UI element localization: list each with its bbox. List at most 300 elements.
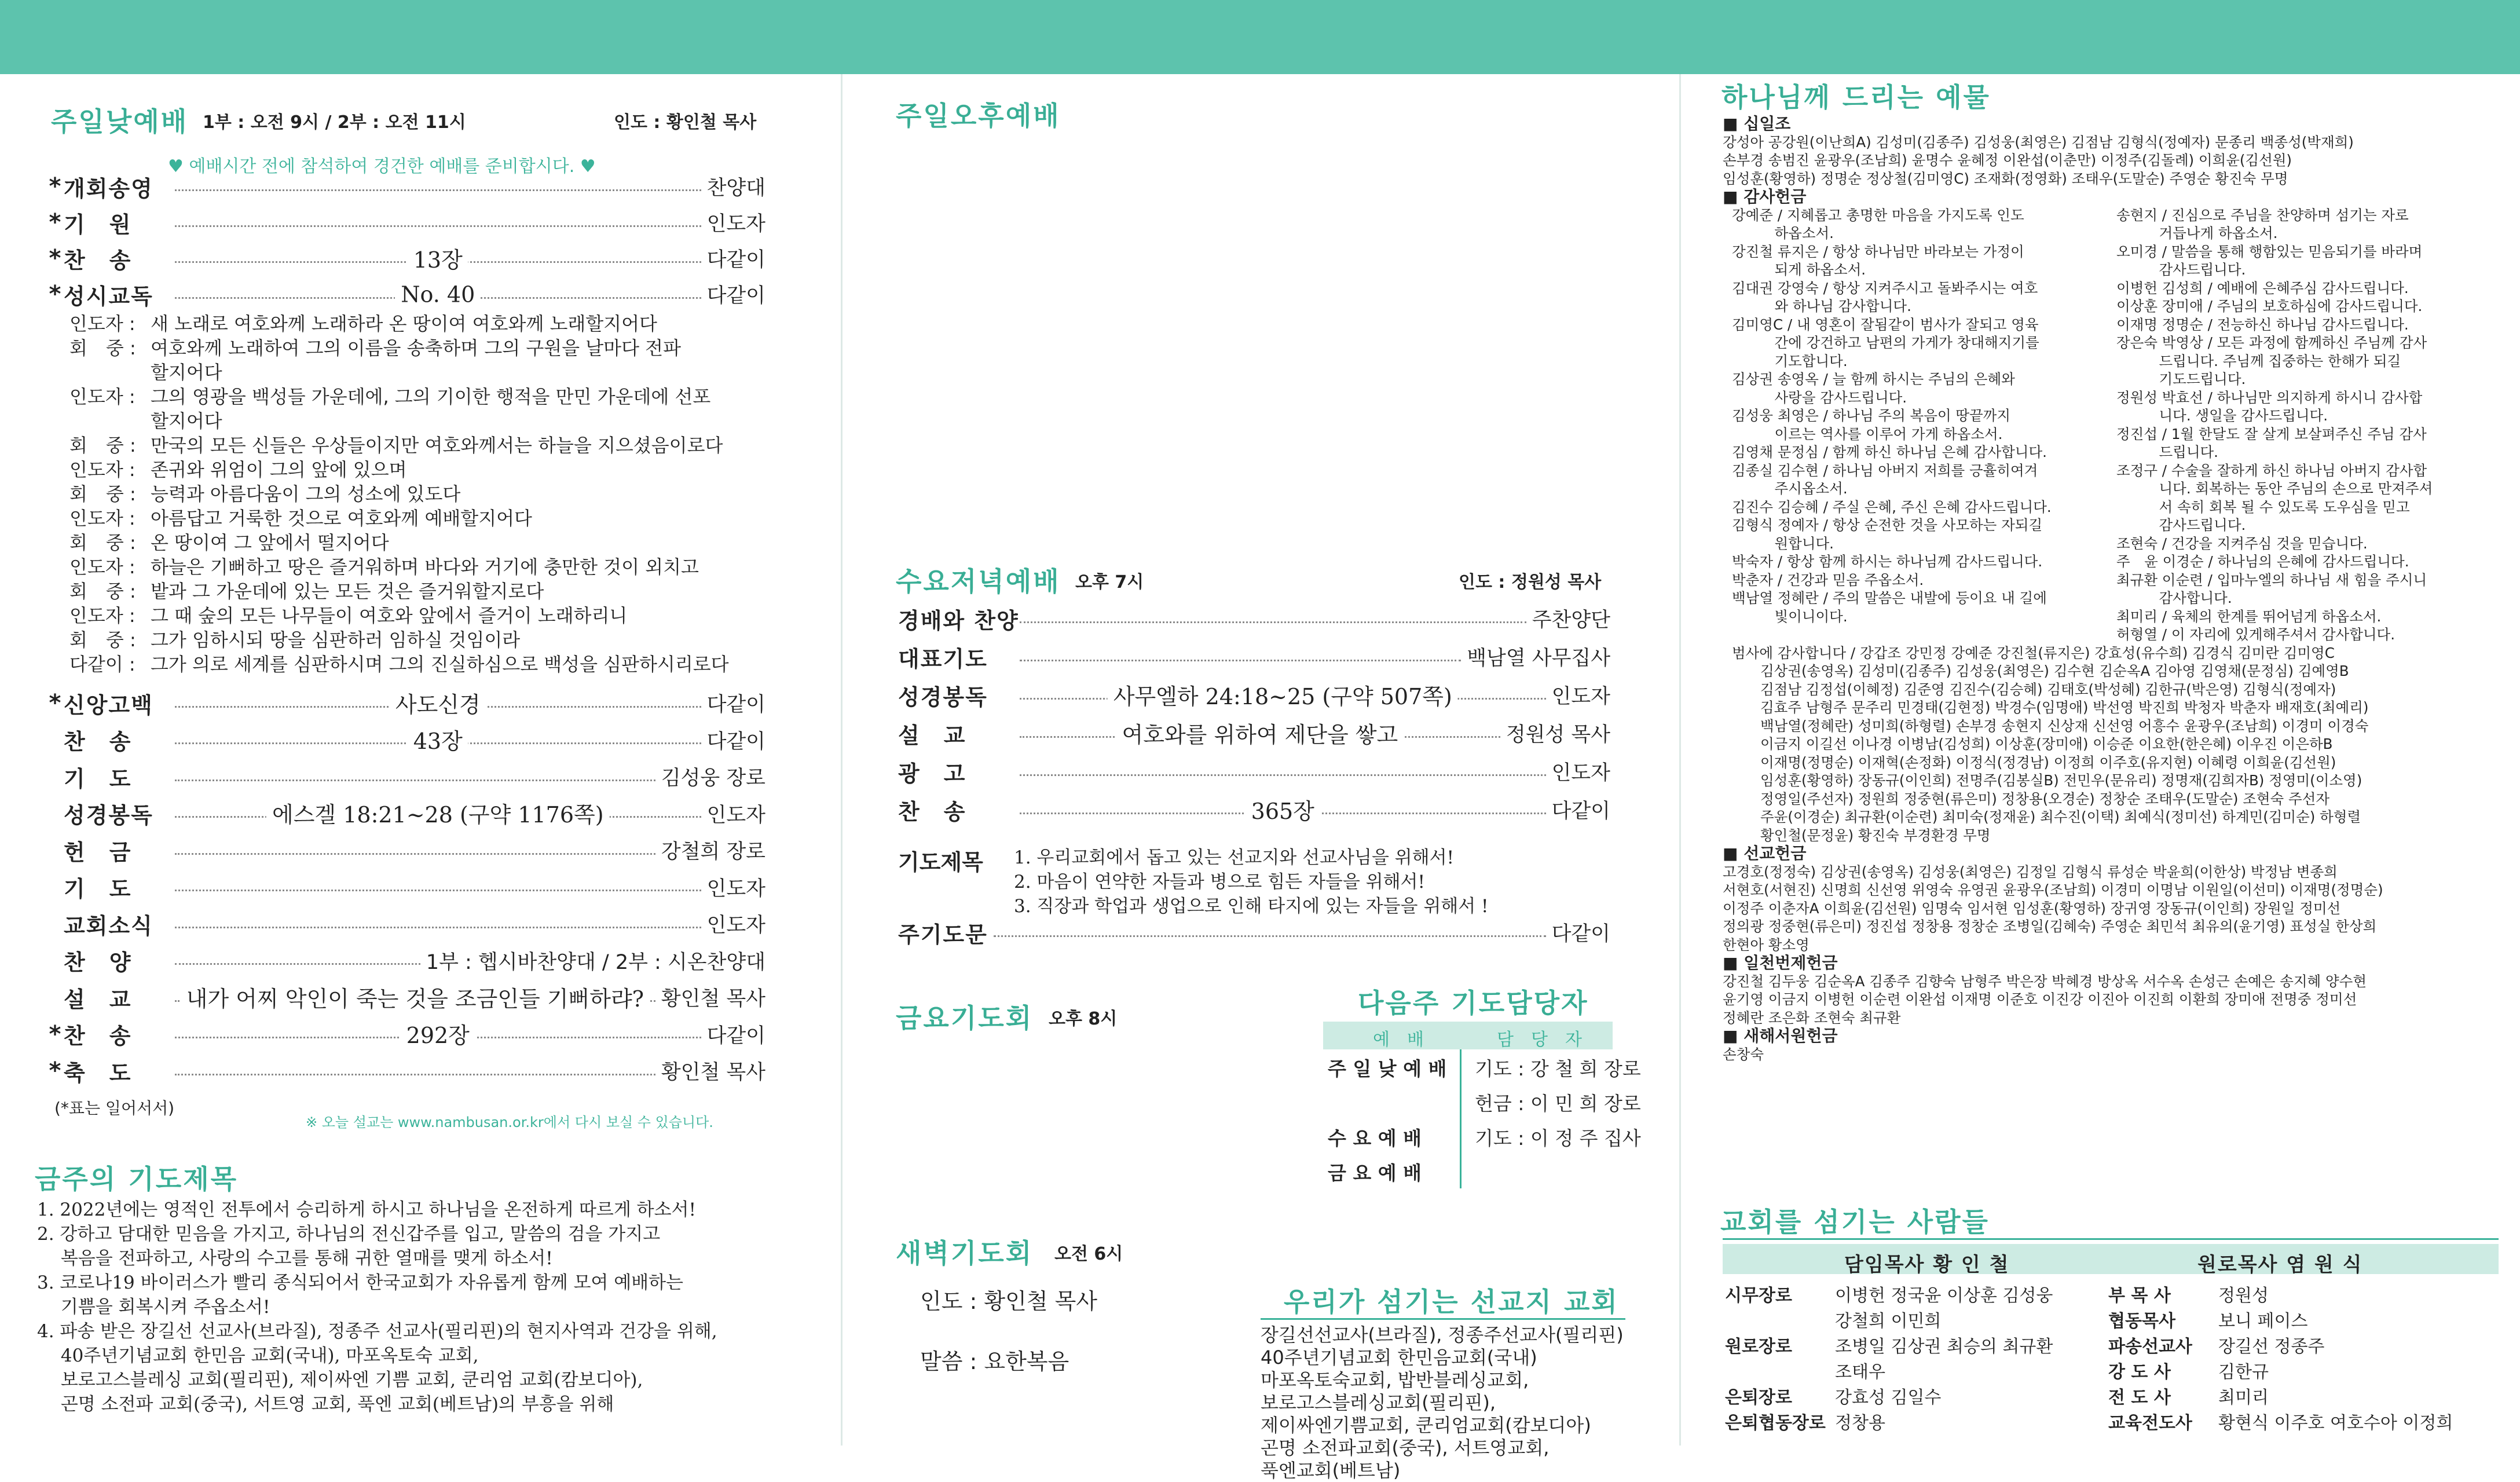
order-person: 인도자 <box>706 803 765 827</box>
order-leader <box>175 853 655 855</box>
responsive-speaker: 회 중 : <box>69 337 136 359</box>
staff-names: 최미리 <box>2218 1388 2269 1408</box>
order-row <box>47 945 765 977</box>
mission-offering-title: ■ 선교헌금 <box>1723 844 1807 863</box>
staff-names: 김한규 <box>2218 1362 2269 1382</box>
next-week-service: 금 요 예 배 <box>1328 1162 1422 1184</box>
thanks-line: 사랑을 감사드립니다. <box>1732 389 1907 406</box>
order-person: 찬양대 <box>706 177 765 200</box>
thanks-line: 김진수 김승혜 / 주실 은혜, 주신 은혜 감사드립니다. <box>1732 498 2052 515</box>
order-label-text: 신앙고백 <box>64 692 153 718</box>
order-row <box>47 170 765 203</box>
order-content: 43장 <box>408 723 468 755</box>
website-note: ※ 오늘 설교는 www.nambusan.or.kr에서 다시 보실 수 있습니다. <box>306 1114 713 1130</box>
order-label <box>47 761 169 793</box>
dawn-leader: 인도 : 황인철 목사 <box>920 1289 1097 1314</box>
order-label-text: 기 도 <box>64 876 132 902</box>
thanks-line: 강진철 류지은 / 항상 하나님만 바라보는 가정이 <box>1732 243 2024 260</box>
responsive-line <box>69 312 657 336</box>
mission-offering-line: 정의광 정중현(류은미) 정진섭 정창용 정창순 조병일(김혜숙) 주영순 최민석 최유의(윤기영) 표성실 한상희 <box>1723 918 2377 935</box>
staff-role: 원로장로 <box>1725 1337 1792 1357</box>
senior-pastor: 담임목사 황 인 철 <box>1844 1253 2010 1276</box>
responsive-text: 그의 영광을 백성들 가운데에, 그의 기이한 행적을 만민 가운데에 선포 <box>151 386 711 408</box>
morning-order-top <box>47 170 765 309</box>
order-label-text: 대표기도 <box>898 646 988 672</box>
order-person: 다같이 <box>706 730 765 753</box>
thanks-line: 감사합니다. <box>2116 590 2232 606</box>
next-week-duty: 기도 : 강 철 희 장로 <box>1475 1057 1641 1080</box>
thanks-line: 김대권 강영숙 / 항상 지켜주시고 돌봐주시는 여호 <box>1732 279 2038 297</box>
gratitude-line: 주윤(이경순) 최규환(이순련) 최미숙(정재윤) 최수진(이택) 최예식(정미선) 하계민(김미순) 하형렬 <box>1732 808 2361 825</box>
mission-offering-line: 이정주 이춘자A 이희윤(김선원) 임명숙 임서현 임성훈(황영하) 장귀영 장동규(이인희) 장원일 정미선 <box>1723 899 2341 917</box>
responsive-speaker: 인도자 : <box>69 556 135 578</box>
order-person: 김성웅 장로 <box>661 767 765 790</box>
gratitude-line: 김효주 남형주 문주리 민경태(김현정) 박경수(임명애) 박선영 박진희 박청자 박춘자 배재호(최예리) <box>1732 699 2369 716</box>
tithe-line: 임성훈(황영하) 정명순 정상철(김미영C) 조재화(정영화) 조태우(도말순) 주영순 황진숙 무명 <box>1723 170 2288 187</box>
tithe-line: 손부경 송범진 윤광우(조남희) 윤명수 윤혜정 이완섭(이춘만) 이정주(김돌례) 이희윤(김선원) <box>1723 152 2292 169</box>
gratitude-line: 김상권(송영옥) 김성미(김종주) 김성웅(최영은) 김수현 김순옥A 김아영 김영채(문정심) 김예영B <box>1732 663 2349 679</box>
next-week-duty: 기도 : 이 정 주 집사 <box>1475 1127 1641 1150</box>
responsive-speaker: 회 중 : <box>69 629 136 651</box>
order-label-text: 광 고 <box>898 760 966 786</box>
order-row <box>47 760 765 793</box>
responsive-line <box>69 506 532 530</box>
staff-title: 교회를 섬기는 사람들 <box>1720 1206 1990 1238</box>
thanks-line: 이상훈 장미애 / 주님의 보호하심에 감사드립니다. <box>2116 298 2423 314</box>
order-label-text: 축 도 <box>64 1060 132 1086</box>
column-other-services <box>843 74 1679 1481</box>
mission-church-line: 보로고스블레싱교회(필리핀), <box>1261 1392 1496 1414</box>
staff-role: 은퇴장로 <box>1725 1388 1792 1408</box>
responsive-line <box>69 458 407 482</box>
order-label <box>47 171 169 203</box>
responsive-line <box>69 603 627 628</box>
ilcheon-offering-line: 정혜란 조은화 조현숙 최규환 <box>1723 1009 1901 1026</box>
order-label <box>47 687 169 719</box>
stand-mark: * <box>49 690 63 716</box>
order-row <box>47 206 765 239</box>
order-leader <box>175 802 701 828</box>
order-label-text: 성경봉독 <box>64 803 153 828</box>
order-leader <box>1020 722 1500 748</box>
thanks-line: 기도드립니다. <box>2116 371 2246 387</box>
mission-church-line: 마포옥토숙교회, 밥반블레싱교회, <box>1261 1369 1529 1391</box>
order-label <box>898 679 1014 711</box>
order-leader <box>1020 621 1526 623</box>
order-leader <box>175 890 701 891</box>
order-person: 인도자 <box>706 914 765 937</box>
thanks-line: 드립니다. 주님께 집중하는 한해가 되길 <box>2116 352 2401 369</box>
wednesday-prayer-items <box>1014 846 1488 919</box>
next-week-title: 다음주 기도담당자 <box>1358 987 1589 1019</box>
thanks-line: 간에 강건하고 남편의 가게가 창대해지기를 <box>1732 334 2039 351</box>
lords-prayer-label: 주기도문 <box>898 921 988 947</box>
order-leader <box>175 986 655 1012</box>
stand-mark: * <box>49 245 63 272</box>
order-person: 인도자 <box>1551 685 1610 708</box>
thanks-line: 정진섭 / 1월 한달도 잘 살게 보살펴주신 주님 감사 <box>2116 425 2427 442</box>
order-row <box>47 871 765 903</box>
lords-prayer-row <box>898 916 1610 949</box>
order-leader <box>175 691 701 718</box>
order-row <box>898 755 1610 788</box>
order-leader <box>1020 798 1546 824</box>
staff-role: 강 도 사 <box>2108 1362 2171 1382</box>
mission-church-line: 곤명 소전파교회(중국), 서트영교회, <box>1261 1437 1550 1459</box>
order-row <box>898 717 1610 749</box>
gratitude-line: 김점남 김정섭(이혜정) 김준영 김진수(김승혜) 김태호(박성혜) 김한규(박은영) 김형식(정예자) <box>1732 680 2336 698</box>
order-person: 정원성 목사 <box>1506 723 1610 747</box>
mission-offering-line: 서현호(서현진) 신명희 신선영 위영숙 유영권 윤광우(조남희) 이경미 이명남 이원일(이선미) 이재명(정명순) <box>1723 881 2383 898</box>
responsive-line <box>69 579 544 603</box>
order-label-text: 헌 금 <box>64 839 132 865</box>
wednesday-time: 오후 7시 <box>1075 572 1144 592</box>
responsive-line <box>69 336 681 360</box>
order-content: 에스겔 18:21~28 (구약 1176쪽) <box>266 797 610 829</box>
order-leader <box>1020 683 1546 709</box>
staff-names: 정창용 <box>1835 1413 1885 1433</box>
order-person: 다같이 <box>706 248 765 272</box>
mission-church-line: 푹엔교회(베트남) <box>1261 1459 1401 1481</box>
responsive-speaker: 인도자 : <box>69 386 135 408</box>
responsive-line <box>69 433 723 458</box>
stand-mark: * <box>49 1057 63 1084</box>
thanks-line: 김영채 문정심 / 함께 하신 하나님 은혜 감사합니다. <box>1732 444 2047 460</box>
thanks-line: 이재명 정명순 / 전능하신 하나님 감사드립니다. <box>2116 316 2409 333</box>
order-label <box>47 945 169 976</box>
order-row <box>47 242 765 275</box>
order-person: 황인철 목사 <box>661 1061 765 1084</box>
friday-time: 오후 8시 <box>1049 1009 1118 1029</box>
responsive-text: 만국의 모든 신들은 우상들이지만 여호와께서는 하늘을 지으셨음이로다 <box>151 434 723 456</box>
order-label-text: 성경봉독 <box>898 684 988 710</box>
order-content: 내가 어찌 악인이 죽는 것을 조금인들 기뻐하랴? <box>181 981 650 1013</box>
mission-offering-line: 한현아 황소영 <box>1723 936 1810 953</box>
staff-role: 협동목사 <box>2108 1311 2175 1331</box>
order-person: 다같이 <box>706 693 765 716</box>
thanks-line: 니다. 생일을 감사드립니다. <box>2116 407 2328 424</box>
prayer-topics-title: 금주의 기도제목 <box>35 1163 239 1195</box>
responsive-text: 그가 임하시되 땅을 심판하러 임하실 것임이라 <box>151 629 521 651</box>
order-person: 황인철 목사 <box>661 987 765 1011</box>
missions-title: 우리가 섬기는 선교지 교회 <box>1284 1286 1619 1318</box>
lords-prayer-leader <box>994 935 1546 937</box>
thanks-line: 기도합니다. <box>1732 352 1848 369</box>
responsive-text: 능력과 아름다움이 그의 성소에 있도다 <box>151 483 461 505</box>
order-label-text: 설 교 <box>64 986 132 1012</box>
gratitude-line: 이금지 이길선 이나경 이병남(김성희) 이상훈(장미애) 이승준 이요한(한은혜) 이우진 이은하B <box>1732 735 2333 752</box>
thanks-line: 와 하나님 감사합니다. <box>1732 298 1911 314</box>
responsive-text: 존귀와 위엄이 그의 앞에 있으며 <box>151 459 407 481</box>
staff-rule <box>1723 1238 2499 1240</box>
thanks-line: 김미영C / 내 영혼이 잘됨같이 범사가 잘되고 영육 <box>1732 316 2039 333</box>
order-leader <box>1020 774 1546 776</box>
next-week-duty: 헌금 : 이 민 희 장로 <box>1475 1092 1641 1115</box>
staff-role: 은퇴협동장로 <box>1725 1413 1826 1433</box>
order-content: 365장 <box>1246 793 1320 825</box>
stand-mark: * <box>49 209 63 236</box>
responsive-text: 하늘은 기뻐하고 땅은 즐거워하며 바다와 거기에 충만한 것이 외치고 <box>151 556 699 578</box>
order-row <box>898 793 1610 826</box>
thanks-line: 김형식 정예자 / 항상 순전한 것을 사모하는 자되길 <box>1732 517 2043 533</box>
staff-role: 시무장로 <box>1725 1286 1792 1306</box>
column-offerings <box>1681 74 2520 1446</box>
order-row <box>898 679 1610 711</box>
order-label <box>47 982 169 1013</box>
responsive-speaker: 회 중 : <box>69 532 136 554</box>
order-row <box>47 724 765 756</box>
thanks-line: 허형열 / 이 자리에 있게해주셔서 감사합니다. <box>2116 626 2395 643</box>
responsive-speaker: 회 중 : <box>69 434 136 456</box>
missions-list <box>1261 1324 1624 1482</box>
morning-order-bottom <box>47 687 765 1104</box>
order-person: 백남열 사무집사 <box>1467 647 1610 670</box>
staff-names: 정원성 <box>2218 1286 2269 1306</box>
order-label-text: 찬 양 <box>64 950 132 975</box>
thanks-line: 하옵소서. <box>1732 225 1834 241</box>
friday-title: 금요기도회 <box>896 1002 1034 1034</box>
wednesday-prayer-item: 1. 우리교회에서 돕고 있는 선교지와 선교사님을 위해서! <box>1014 847 1454 868</box>
staff-names: 황현식 이주호 여호수아 이정희 <box>2218 1413 2453 1433</box>
tithe-title: ■ 십일조 <box>1723 114 1791 133</box>
top-band-notch <box>2455 23 2520 74</box>
thanks-line: 주시옵소서. <box>1732 480 1848 497</box>
thanks-line: 드립니다. <box>2116 444 2218 460</box>
order-label <box>47 207 169 239</box>
next-week-service: 주 일 낮 예 배 <box>1328 1057 1447 1080</box>
order-label <box>47 243 169 275</box>
order-leader <box>175 247 701 273</box>
responsive-line <box>69 652 729 676</box>
order-row <box>47 908 765 940</box>
order-label <box>47 1018 169 1050</box>
stand-mark: * <box>49 1020 63 1048</box>
order-label-text: 설 교 <box>898 722 966 748</box>
order-person: 강철희 장로 <box>661 840 765 863</box>
order-leader <box>175 189 701 191</box>
thanks-line: 빛이니이다. <box>1732 608 1848 625</box>
missions-box <box>1261 1281 1625 1481</box>
staff-left-list <box>1725 1281 2084 1443</box>
staff-header <box>1723 1244 2499 1274</box>
morning-times: 1부 : 오전 9시 / 2부 : 오전 11시 <box>203 112 466 133</box>
order-person: 1부 : 헵시바찬양대 / 2부 : 시온찬양대 <box>426 950 765 974</box>
ilcheon-offering-title: ■ 일천번제헌금 <box>1723 953 1838 972</box>
order-label <box>47 835 169 866</box>
prayer-topic-line: 기쁨을 회복시켜 주옵소서! <box>37 1297 270 1318</box>
order-label-text: 찬 송 <box>898 799 966 825</box>
order-person: 다같이 <box>706 284 765 308</box>
order-row <box>47 797 765 830</box>
lords-prayer-val: 다같이 <box>1551 923 1610 946</box>
responsive-text: 아름답고 거룩한 것으로 여호와께 예배할지어다 <box>151 507 532 529</box>
order-person: 인도자 <box>706 213 765 236</box>
prayer-topic-line: 3. 코로나19 바이러스가 빨리 종식되어서 한국교회가 자유롭게 함께 모여 예배하는 <box>37 1272 683 1293</box>
thanks-title: ■ 감사헌금 <box>1723 187 1807 206</box>
thanks-line: 오미경 / 말씀을 통해 행함있는 믿음되기를 바라며 <box>2116 243 2423 260</box>
mission-church-line: 40주년기념교회 한민음교회(국내) <box>1261 1346 1537 1368</box>
order-row <box>47 981 765 1013</box>
next-week-header <box>1323 1022 1613 1049</box>
order-label-text: 교회소식 <box>64 913 153 939</box>
responsive-text: 할지어다 <box>151 361 222 383</box>
thanks-columns <box>1723 206 2510 644</box>
top-color-band <box>0 0 2520 74</box>
offerings-title: 하나님께 드리는 예물 <box>1721 82 1991 113</box>
wednesday-leader: 인도 : 정원성 목사 <box>1459 572 1602 592</box>
thanks-line: 최미리 / 육체의 한계를 뛰어넘게 하옵소서. <box>2116 608 2382 625</box>
ilcheon-offering-line: 강진철 김두웅 김순옥A 김종주 김향숙 남형주 박은장 박혜경 방상옥 서수옥 손성근 손예은 송지혜 양수현 <box>1723 972 2367 990</box>
order-leader <box>175 780 655 781</box>
gratitude-line: 황인철(문정윤) 황진숙 부경환경 무명 <box>1732 826 1991 844</box>
gratitude-line: 정영일(주선자) 정원희 정중현(류은미) 정창용(오경순) 정창순 조태우(도말순) 조현숙 주선자 <box>1732 790 2329 807</box>
responsive-line <box>69 482 460 506</box>
responsive-speaker: 인도자 : <box>69 605 135 627</box>
order-row <box>47 834 765 866</box>
order-label <box>898 641 1014 673</box>
order-content: 292장 <box>401 1018 475 1049</box>
order-label-text: 성시교독 <box>64 283 153 309</box>
stand-mark: * <box>49 281 63 308</box>
order-label <box>47 279 169 310</box>
next-week-rows <box>1323 1054 1641 1193</box>
thanks-line: 김종실 김수현 / 하나님 아버지 저희를 긍휼히여겨 <box>1732 462 2038 479</box>
dawn-time: 오전 6시 <box>1054 1244 1123 1264</box>
thanks-line: 이병헌 김성희 / 예배에 은혜주심 감사드립니다. <box>2116 279 2409 297</box>
thanks-line: 김상권 송영옥 / 늘 함께 하시는 주님의 은혜와 <box>1732 371 2015 387</box>
thanks-line: 주 윤 이경순 / 하나님의 은혜에 감사드립니다. <box>2116 553 2409 570</box>
order-label <box>898 718 1014 749</box>
order-label-text: 찬 송 <box>64 1023 132 1049</box>
column-morning-service <box>0 74 841 1446</box>
responsive-speaker: 회 중 : <box>69 483 136 505</box>
order-content: 여호와를 위하여 제단을 쌓고 <box>1116 717 1404 749</box>
order-content: No. 40 <box>395 281 481 307</box>
gratitude-line: 백남열(정혜란) 성미희(하형렬) 손부경 송현지 신상재 신선영 어흥수 윤광우(조남희) 이경미 이경숙 <box>1732 717 2369 734</box>
responsive-text: 그 때 숲의 모든 나무들이 여호와 앞에서 즐거이 노래하리니 <box>151 605 628 627</box>
responsive-text: 할지어다 <box>151 410 222 432</box>
order-content: 사무엘하 24:18~25 (구약 507쪽) <box>1108 679 1458 711</box>
staff-role: 파송선교사 <box>2108 1337 2192 1357</box>
thanks-line: 박춘자 / 건강과 믿음 주옵소서. <box>1732 571 1924 588</box>
responsive-text: 새 노래로 여호와께 노래하라 온 땅이여 여호와께 노래할지어다 <box>151 313 657 335</box>
responsive-line <box>69 555 699 579</box>
thanks-line: 원합니다. <box>1732 535 1834 552</box>
newyear-offering-line: 손창숙 <box>1723 1045 1764 1063</box>
order-leader <box>175 963 420 965</box>
thanks-line: 정원성 박효선 / 하나님만 의지하게 하시니 감사합 <box>2116 389 2423 406</box>
order-leader <box>1020 660 1461 661</box>
morning-leader: 인도 : 황인철 목사 <box>614 112 757 133</box>
responsive-speaker: 회 중 : <box>69 580 136 602</box>
order-person: 다같이 <box>706 1024 765 1048</box>
order-row <box>47 1018 765 1051</box>
staff-names: 장길선 정종주 <box>2218 1337 2325 1357</box>
order-label-text: 개회송영 <box>64 175 153 202</box>
responsive-line <box>69 628 520 652</box>
responsive-speaker: 다같이 : <box>69 653 135 675</box>
responsive-line <box>69 385 710 409</box>
order-row <box>47 1055 765 1087</box>
morning-notice: ♥ 예배시간 전에 참석하여 경건한 예배를 준비합시다. ♥ <box>168 156 596 177</box>
next-week-col2: 담 당 자 <box>1497 1030 1582 1050</box>
thanks-right <box>2116 206 2433 644</box>
staff-role: 교육전도사 <box>2108 1413 2192 1433</box>
responsive-reading <box>0 312 841 682</box>
mission-offering-line: 고경호(정정숙) 김상권(송영옥) 김성웅(최영은) 김정일 김형식 류성순 박윤희(이한상) 박정남 변종희 <box>1723 863 2338 880</box>
order-label <box>47 908 169 940</box>
staff-names: 조병일 김상권 최승의 최규환 <box>1835 1337 2053 1357</box>
order-leader <box>175 1023 701 1048</box>
order-leader <box>175 225 701 227</box>
standing-footnote: (*표는 일어서서) <box>54 1099 175 1118</box>
thanks-line: 감사드립니다. <box>2116 261 2246 278</box>
order-leader <box>175 729 701 754</box>
responsive-text: 온 땅이여 그 앞에서 떨지어다 <box>151 532 389 554</box>
order-label-text: 찬 송 <box>64 247 132 273</box>
staff-names: 보니 페이스 <box>2218 1311 2308 1331</box>
next-week-box <box>1323 982 1641 1249</box>
responsive-speaker: 인도자 : <box>69 313 135 335</box>
staff-names: 이병헌 정국윤 이상훈 김성웅 <box>1835 1286 2053 1306</box>
emeritus-pastor: 원로목사 염 원 식 <box>2197 1253 2363 1276</box>
morning-title: 주일낮예배 <box>51 106 189 137</box>
dawn-title: 새벽기도회 <box>896 1238 1034 1269</box>
gratitude-line: 이재명(정명순) 이재혁(손정화) 이정식(정경남) 이정희 이주호(유지현) 이혜령 이희윤(김선원) <box>1732 753 2336 771</box>
order-leader <box>175 1074 655 1075</box>
staff-names: 강철희 이민희 <box>1835 1311 1942 1331</box>
thanks-line: 조현숙 / 건강을 지켜주심 것을 믿습니다. <box>2116 535 2368 552</box>
order-person: 다같이 <box>1551 800 1610 823</box>
order-leader <box>175 927 701 928</box>
prayer-topic-line: 2. 강하고 담대한 믿음을 가지고, 하나님의 전신갑주를 입고, 말씀의 검을 가지고 <box>37 1224 661 1245</box>
responsive-text: 여호와께 노래하여 그의 이름을 송축하며 그의 구원을 날마다 전파 <box>151 337 682 359</box>
wednesday-prayer-item: 3. 직장과 학업과 생업으로 인해 타지에 있는 자들을 위해서 ! <box>1014 896 1489 917</box>
newyear-offering-title: ■ 새해서원헌금 <box>1723 1026 1838 1045</box>
order-label-text: 기 도 <box>64 766 132 792</box>
order-label <box>898 603 1019 635</box>
prayer-topic-line: 4. 파송 받은 장길선 선교사(브라질), 정종주 선교사(필리핀)의 현지사역과 건강을 위해, <box>37 1321 717 1342</box>
order-content: 13장 <box>408 242 468 274</box>
wednesday-prayer-item: 2. 마음이 연약한 자들과 병으로 힘든 자들을 위해서! <box>1014 872 1425 892</box>
thanks-left <box>1732 206 2052 626</box>
staff-names: 강효성 김일수 <box>1835 1388 1942 1408</box>
gratitude-line: 임성훈(황영하) 장동규(이인희) 전명주(김봉실B) 전민우(문유리) 정명재(김희자B) 정영미(이소영) <box>1732 772 2362 789</box>
next-week-service: 수 요 예 배 <box>1328 1127 1422 1150</box>
prayer-topics-list <box>37 1198 717 1417</box>
tithe-line: 강성아 공강원(이난희A) 김성미(김종주) 김성웅(최영은) 김점남 김형식(정예자) 문종리 백종성(박재희) <box>1723 133 2354 151</box>
missions-rule <box>1261 1318 1625 1320</box>
ilcheon-offering-line: 윤기영 이금지 이병헌 이순련 이완섭 이재명 이준호 이진강 이진아 이진희 이환희 장미애 전명중 정미선 <box>1723 991 2357 1008</box>
wednesday-order <box>898 602 1610 834</box>
order-content: 사도신경 <box>390 687 486 719</box>
order-row <box>898 602 1610 635</box>
thanks-line: 니다. 회복하는 동안 주님의 손으로 만져주셔 <box>2116 480 2433 497</box>
thanks-line: 감사드립니다. <box>2116 517 2246 533</box>
wednesday-prayer-label: 기도제목 <box>898 850 983 875</box>
order-label <box>47 797 169 829</box>
order-label <box>47 724 169 756</box>
stand-mark: * <box>49 173 63 200</box>
prayer-topic-line: 복음을 전파하고, 사랑의 수고를 통해 귀한 열매를 맺게 하소서! <box>37 1248 553 1269</box>
responsive-line <box>69 360 222 385</box>
order-label-text: 찬 송 <box>64 729 132 755</box>
staff-names: 조태우 <box>1835 1362 1885 1382</box>
afternoon-title: 주일오후예배 <box>896 100 1061 131</box>
thanks-line: 되게 하옵소서. <box>1732 261 1866 278</box>
mission-church-line: 제이싸엔기쁨교회, 쿤리엄교회(캄보디아) <box>1261 1414 1591 1436</box>
thanks-line: 강예준 / 지혜롭고 총명한 마음을 가지도록 인도 <box>1732 206 2024 224</box>
